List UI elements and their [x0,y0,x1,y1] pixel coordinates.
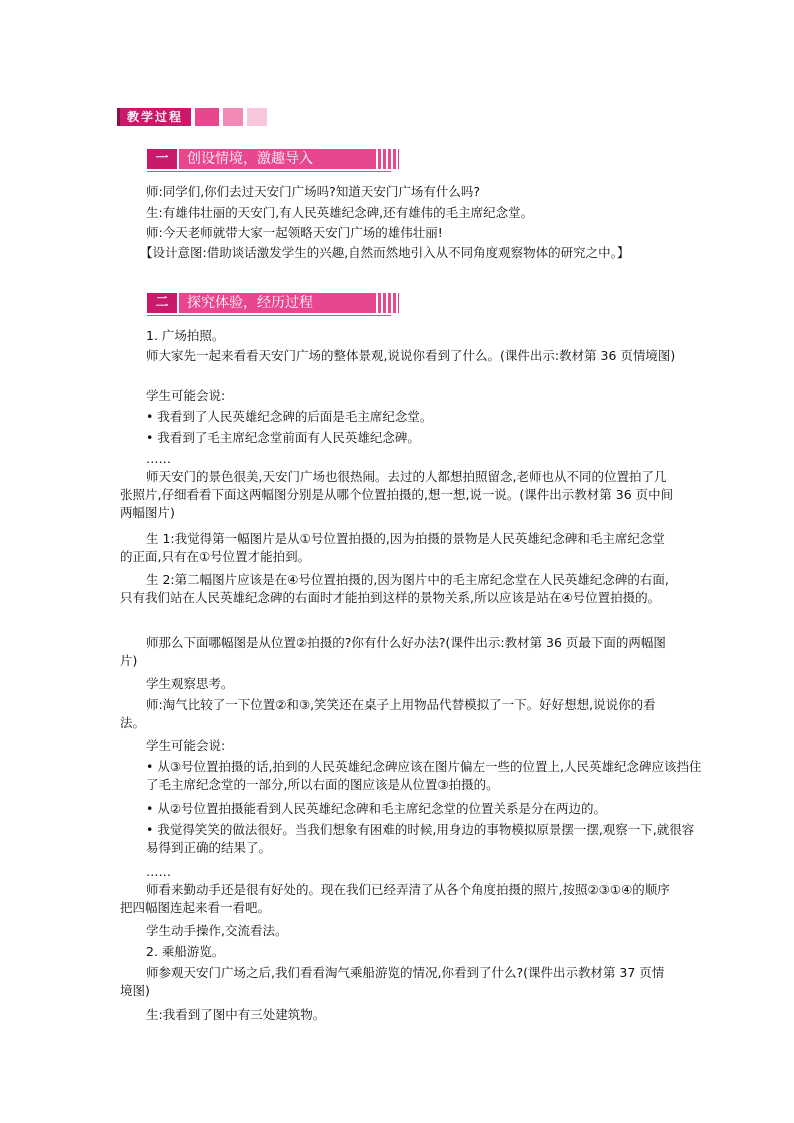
section-number: 一 [147,149,177,169]
teaching-process-title: 教学过程 [117,108,191,126]
paragraph: 师:同学们,你们去过天安门广场吗?知道天安门广场有什么吗? [146,184,480,199]
list-item: • 我看到了人民英雄纪念碑的后面是毛主席纪念堂。 [146,409,433,424]
section-number: 二 [147,293,177,313]
paragraph: 生 2:第二幅图片应该是在④号位置拍摄的,因为图片中的毛主席纪念堂在人民英雄纪念碑的右面,只有我们站在人民英雄纪念碑的右面时才能拍到这样的景物关系,所以应该是站在④号位置拍摄的。 [120,572,669,605]
paragraph: 学生可能会说: [146,388,226,403]
paragraph: 学生动手操作,交流看法。 [146,923,288,938]
section-underline [147,315,391,316]
paragraph: 1. 广场拍照。 [146,328,225,343]
list-item: • 我看到了毛主席纪念堂前面有人民英雄纪念碑。 [146,430,420,445]
paragraph: 师那么下面哪幅图是从位置②拍摄的?你有什么好办法?(课件出示:教材第 36 页最下面的两幅图片) [120,635,666,668]
paragraph: 学生观察思考。 [146,676,234,691]
decor-stripes [373,293,399,313]
decor-stripes [373,149,399,169]
section-header-1 [147,149,399,169]
paragraph: 2. 乘船游览。 [146,944,225,959]
section-title: 探究体验，经历过程 [177,293,373,313]
paragraph: 生 1:我觉得第一幅图片是从①号位置拍摄的,因为拍摄的景物是人民英雄纪念碑和毛主席纪念堂的正面,只有在①号位置才能拍到。 [120,531,665,564]
paragraph: 师参观天安门广场之后,我们看看淘气乘船游览的情况,你看到了什么?(课件出示教材第 37 页情境图) [120,965,665,998]
teaching-process-label [117,108,267,126]
list-item: • 从③号位置拍摄的话,拍到的人民英雄纪念碑应该在图片偏左一些的位置上,人民英雄纪念碑应该挡住了毛主席纪念堂的一部分,所以右面的图应该是从位置③拍摄的。 [146,759,702,792]
list-item: • 我觉得笑笑的做法很好。当我们想象有困难的时候,用身边的事物模拟原景摆一摆,观察一下,就很容易得到正确的结果了。 [146,822,695,855]
section-header-2 [147,293,399,313]
ellipsis: …… [146,451,171,466]
paragraph: 生:有雄伟壮丽的天安门,有人民英雄纪念碑,还有雄伟的毛主席纪念堂。 [146,205,534,220]
paragraph: 师大家先一起来看看天安门广场的整体景观,说说你看到了什么。(课件出示:教材第 36 页情境图) [146,348,676,363]
ellipsis: …… [146,864,171,879]
section-title: 创设情境，激趣导入 [177,149,373,169]
decor-square [247,108,267,126]
paragraph: 学生可能会说: [146,738,226,753]
paragraph: 师看来勤动手还是很有好处的。现在我们已经弄清了从各个角度拍摄的照片,按照②③①④的顺序把四幅图连起来看一看吧。 [120,882,670,915]
paragraph: 生:我看到了图中有三处建筑物。 [146,1007,326,1022]
paragraph: 师:淘气比较了一下位置②和③,笑笑还在桌子上用物品代替模拟了一下。好好想想,说说你的看法。 [120,697,656,730]
section-underline [147,171,391,172]
paragraph: 师:今天老师就带大家一起领略天安门广场的雄伟壮丽! [146,225,443,240]
paragraph: 师天安门的景色很美,天安门广场也很热闹。去过的人都想拍照留念,老师也从不同的位置拍了几张照片,仔细看看下面这两幅图分别是从哪个位置拍摄的,想一想,说一说。(课件出示教材第 36 页中间两幅图片) [120,469,674,520]
decor-square [195,108,219,126]
design-intent-note: 【设计意图:借助谈话激发学生的兴趣,自然而然地引入从不同角度观察物体的研究之中。】 [140,245,630,260]
decor-square [223,108,243,126]
list-item: • 从②号位置拍摄能看到人民英雄纪念碑和毛主席纪念堂的位置关系是分在两边的。 [146,801,607,816]
